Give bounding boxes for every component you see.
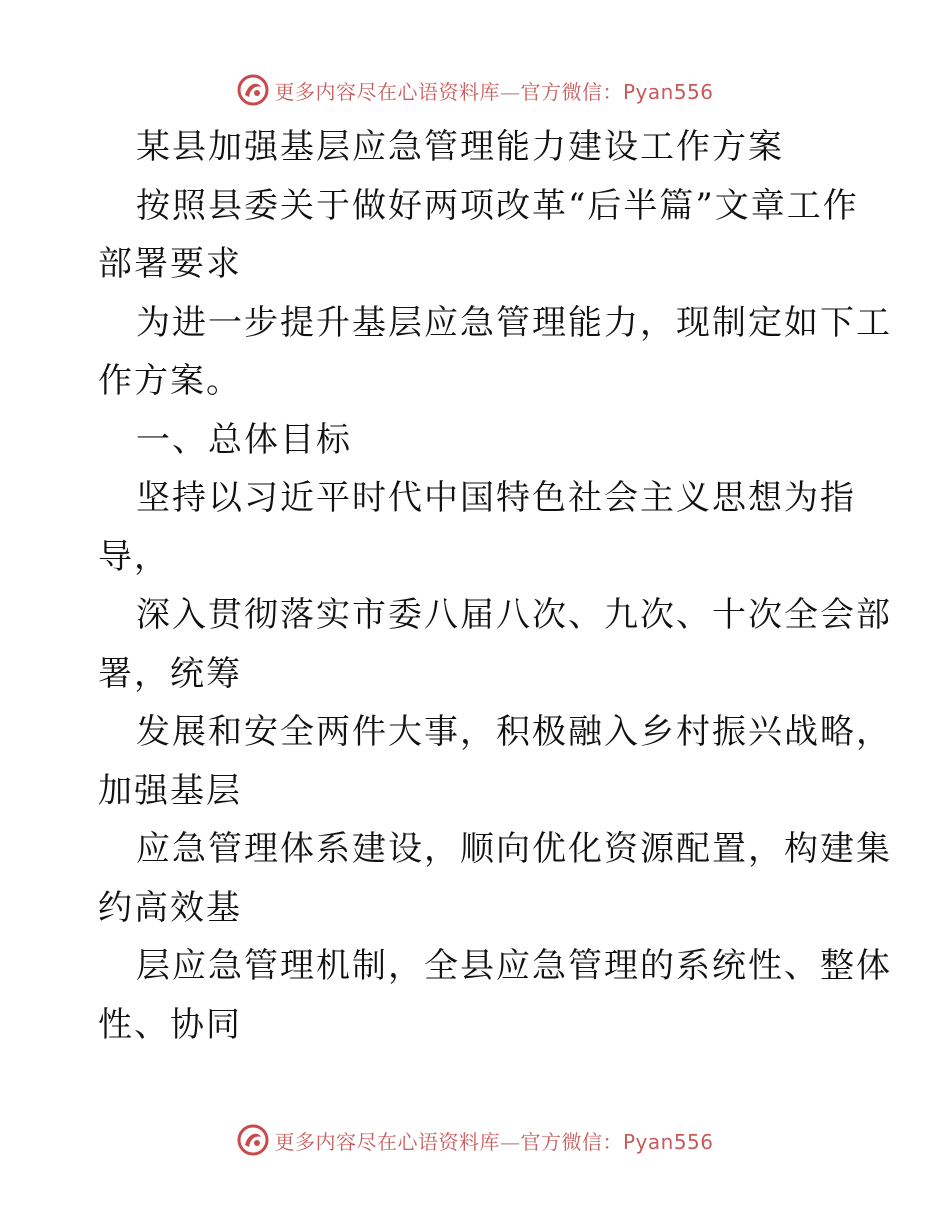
paragraph-line: 为进一步提升基层应急管理能力，现制定如下工: [136, 302, 892, 343]
doc-title: 某县加强基层应急管理能力建设工作方案: [136, 127, 784, 167]
watermark-text: 更多内容尽在心语资料库—官方微信：Pyan556: [274, 79, 714, 104]
watermark-text: 更多内容尽在心语资料库—官方微信：Pyan556: [274, 1129, 714, 1154]
paragraph-line: 按照县委关于做好两项改革“后半篇”文章工作: [136, 185, 859, 226]
paragraph-line: 发展和安全两件大事，积极融入乡村振兴战略，: [136, 712, 892, 752]
red-swirl-logo-icon: [236, 1123, 270, 1157]
paragraph-line: 作方案。: [98, 361, 242, 401]
paragraph-line: 应急管理体系建设，顺向优化资源配置，构建集: [136, 829, 892, 869]
header-watermark: [0, 70, 950, 110]
paragraph-line: 部署要求: [98, 244, 242, 284]
paragraph-line: 坚持以习近平时代中国特色社会主义思想为指: [136, 478, 856, 518]
paragraph-line: 署，统筹: [98, 653, 242, 694]
paragraph-line: 深入贯彻落实市委八届八次、九次、十次全会部: [136, 595, 892, 635]
paragraph-line: 加强基层: [98, 770, 242, 811]
footer-watermark: [0, 1120, 950, 1160]
paragraph-line: 性、协同: [98, 1004, 242, 1045]
paragraph-line: 导，: [98, 536, 170, 577]
red-swirl-logo-icon: [236, 73, 270, 107]
document-body: [98, 118, 892, 1054]
paragraph-line: 层应急管理机制，全县应急管理的系统性、整体: [136, 946, 892, 986]
section-heading: 一、总体目标: [136, 419, 352, 460]
paragraph-line: 约高效基: [98, 887, 242, 928]
